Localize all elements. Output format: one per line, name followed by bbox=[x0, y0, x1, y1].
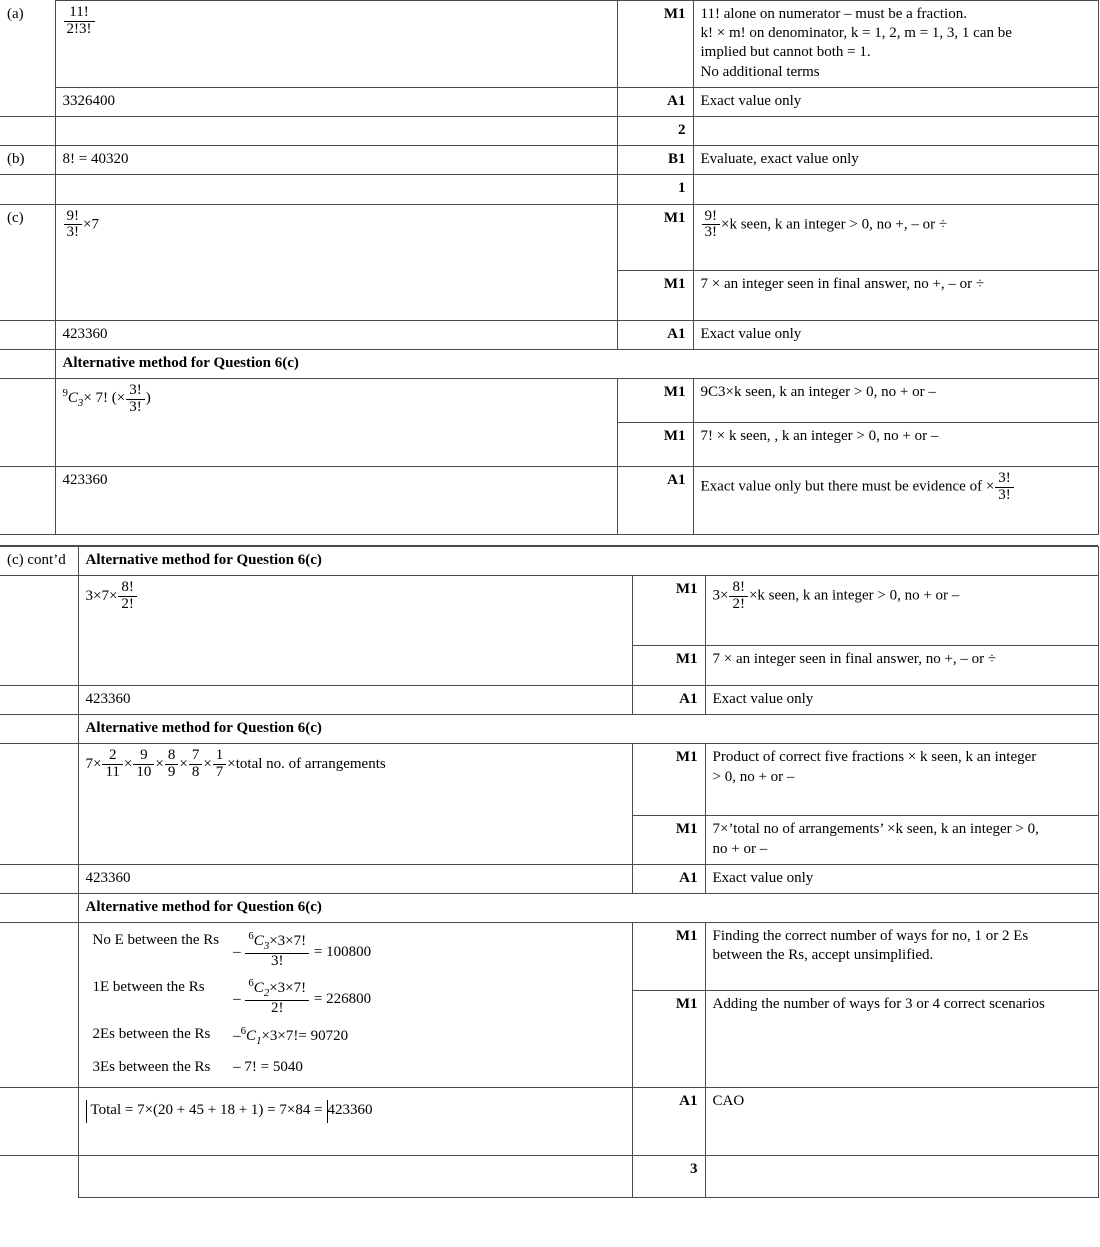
empty-label-cell bbox=[0, 175, 55, 204]
working-cell bbox=[78, 1156, 632, 1198]
fraction-3f-over-3f bbox=[126, 383, 145, 416]
table-row bbox=[0, 546, 1098, 575]
comment-line: No additional terms bbox=[700, 63, 820, 80]
subscript-index: 2 bbox=[263, 987, 270, 1000]
working-cell bbox=[55, 1, 617, 88]
comment-cell bbox=[693, 204, 1098, 270]
table-row bbox=[0, 576, 1098, 646]
comment-cell bbox=[705, 1156, 1098, 1198]
fraction-1-over-7 bbox=[213, 748, 227, 781]
combination-expression bbox=[62, 381, 151, 415]
comment-text: Exact value only but there must be evidence of × bbox=[700, 478, 995, 495]
list-item bbox=[86, 1021, 379, 1054]
comment-line: Product of correct five fractions × k seen, k an integer bbox=[712, 749, 1037, 766]
fraction-6c3x3x7f-over-3f bbox=[245, 931, 309, 969]
fraction-8f-over-2f bbox=[118, 580, 137, 613]
fraction-numerator: 3! bbox=[998, 469, 1011, 486]
mark-cell: M1 bbox=[632, 816, 705, 864]
comment-cell bbox=[705, 923, 1098, 991]
scenario-result: = 226800 bbox=[313, 991, 372, 1008]
scenario-label: 1E between the Rs bbox=[92, 979, 205, 996]
fraction-denominator: 3! bbox=[126, 399, 145, 416]
mark-cell: A1 bbox=[632, 686, 705, 715]
scenario-label: No E between the Rs bbox=[92, 932, 220, 949]
working-cell: 423360 bbox=[78, 686, 632, 715]
combination-letter: C bbox=[246, 1028, 257, 1045]
superscript-index: 6 bbox=[248, 930, 254, 943]
table-row bbox=[0, 204, 1098, 270]
comment-cell: Exact value only bbox=[705, 864, 1098, 893]
scenario-expression: – 7! = 5040 bbox=[233, 1059, 303, 1076]
empty-label-cell bbox=[0, 864, 78, 893]
comment-line: between the Rs, accept unsimplified. bbox=[712, 947, 934, 964]
part-total-mark: 1 bbox=[617, 175, 693, 204]
subscript-index: 1 bbox=[256, 1035, 262, 1048]
comment-line: 7×’total no of arrangements’ ×k seen, k an integer > 0, bbox=[712, 821, 1039, 838]
comment-cell bbox=[705, 576, 1098, 646]
combination-letter: C bbox=[67, 390, 78, 407]
fraction-denominator: 7 bbox=[213, 764, 227, 781]
part-total-mark: 2 bbox=[617, 116, 693, 145]
list-item bbox=[86, 927, 379, 974]
working-suffix: ×7 bbox=[83, 216, 99, 232]
comment-line: implied but cannot both = 1. bbox=[700, 44, 871, 61]
fraction-7-over-8 bbox=[189, 748, 203, 781]
comment-cell: Exact value only bbox=[705, 686, 1098, 715]
fraction-denominator: 10 bbox=[133, 764, 154, 781]
mark-cell: M1 bbox=[632, 646, 705, 686]
expression-prefix: 7× bbox=[85, 755, 102, 772]
comment-cell: CAO bbox=[705, 1088, 1098, 1156]
minus-sign: – bbox=[233, 1028, 241, 1045]
mark-cell: M1 bbox=[617, 422, 693, 466]
fraction-numerator: 8! bbox=[121, 579, 134, 596]
mark-cell: M1 bbox=[617, 270, 693, 320]
working-cell: 3326400 bbox=[55, 87, 617, 116]
combination-letter: C bbox=[253, 933, 264, 950]
comment-tail: ×k seen, k an integer > 0, no + or – bbox=[748, 587, 960, 604]
empty-label-cell bbox=[0, 686, 78, 715]
part-label-c-contd: (c) cont’d bbox=[0, 546, 78, 575]
table-row bbox=[0, 715, 1098, 744]
mark-cell: M1 bbox=[632, 991, 705, 1088]
question-total-mark: 3 bbox=[632, 1156, 705, 1198]
comment-cell bbox=[693, 116, 1098, 145]
fraction-numerator: 9! bbox=[704, 207, 717, 224]
subscript-index: 3 bbox=[77, 397, 84, 410]
scenario-expression bbox=[226, 974, 378, 1021]
superscript-index: 6 bbox=[248, 977, 254, 990]
numerator-tail: ×3×7! bbox=[269, 980, 307, 997]
comment-cell bbox=[705, 744, 1098, 816]
table-row bbox=[0, 349, 1098, 378]
fraction-denominator: 11 bbox=[102, 764, 122, 781]
fraction-numerator: 1 bbox=[215, 747, 224, 764]
mark-scheme-table-part-abc bbox=[0, 0, 1099, 535]
numerator-tail: ×3×7! bbox=[269, 933, 307, 950]
fraction-numerator bbox=[245, 931, 309, 952]
comment-cell bbox=[693, 466, 1098, 534]
table-row bbox=[0, 1, 1098, 88]
comment-line: Finding the correct number of ways for no, 1 or 2 Es bbox=[712, 928, 1029, 945]
working-cell: 423360 bbox=[78, 864, 632, 893]
part-label-c: (c) bbox=[0, 204, 55, 320]
superscript-index: 6 bbox=[240, 1025, 247, 1038]
empty-label-cell bbox=[0, 894, 78, 923]
part-label-a: (a) bbox=[0, 1, 55, 117]
list-item bbox=[86, 1054, 379, 1082]
mark-cell: M1 bbox=[617, 1, 693, 88]
empty-label-cell bbox=[0, 744, 78, 864]
minus-sign: – bbox=[233, 991, 241, 1008]
fraction-product-expression: 7× $\frac{2}{11}$ × $\frac{9}{10}$ × $\frac{8}{9}$ × $\frac{7}{8}$ × $\frac{1}{7}$ ×total no. of arrangements bbox=[85, 747, 386, 781]
fraction-numerator: 9 bbox=[140, 747, 148, 764]
alternative-method-header: Alternative method for Question 6(c) bbox=[78, 546, 1098, 575]
total-expression-bracket: Total = 7×(20 + 45 + 18 + 1) = 7×84 = bbox=[86, 1100, 328, 1122]
empty-label-cell bbox=[0, 116, 55, 145]
expression-suffix: ×total no. of arrangements bbox=[227, 755, 386, 772]
mark-cell: B1 bbox=[617, 146, 693, 175]
fraction-denominator: 3! bbox=[995, 487, 1014, 504]
mark-cell: M1 bbox=[617, 204, 693, 270]
mark-cell: M1 bbox=[632, 744, 705, 816]
comment-cell: Exact value only bbox=[693, 320, 1098, 349]
table-row bbox=[0, 1088, 1098, 1156]
mark-cell: A1 bbox=[632, 864, 705, 893]
empty-label-cell bbox=[0, 378, 55, 466]
table-row bbox=[0, 1156, 1098, 1198]
subscript-index: 3 bbox=[263, 940, 270, 953]
working-cell: 423360 bbox=[55, 466, 617, 534]
comment-cell bbox=[693, 175, 1098, 204]
comment-cell bbox=[693, 1, 1098, 88]
scenario-expression bbox=[226, 1021, 378, 1054]
empty-label-cell bbox=[0, 349, 55, 378]
fraction-denominator: 2!3! bbox=[64, 21, 95, 38]
table-row bbox=[0, 175, 1098, 204]
fraction-denominator: 2! bbox=[118, 596, 137, 613]
scenarios-cell bbox=[78, 923, 632, 1088]
comment-line: k! × m! on denominator, k = 1, 2, m = 1, 3, 1 can be bbox=[700, 25, 1012, 42]
empty-label-cell bbox=[0, 923, 78, 1088]
expression-prefix: 3×7× bbox=[85, 587, 118, 604]
working-cell bbox=[55, 116, 617, 145]
fraction-2-over-11 bbox=[102, 748, 122, 781]
fraction-numerator: 8! bbox=[732, 579, 745, 596]
combination-letter: C bbox=[253, 980, 264, 997]
scenario-label: 2Es between the Rs bbox=[92, 1026, 211, 1043]
comment-prefix: 3× bbox=[712, 587, 729, 604]
part-label-b: (b) bbox=[0, 146, 55, 175]
comment-line: no + or – bbox=[712, 840, 768, 857]
fraction-11-over-2f3f bbox=[64, 5, 95, 38]
table-row bbox=[0, 116, 1098, 145]
expression-3x7x8f-over-2f bbox=[85, 579, 138, 612]
table-row bbox=[0, 894, 1098, 923]
fraction-denominator: 3! bbox=[245, 953, 309, 970]
fraction-8-over-9 bbox=[165, 748, 179, 781]
table-row bbox=[0, 744, 1098, 816]
table-row bbox=[0, 466, 1098, 534]
scenario-list bbox=[86, 927, 379, 1082]
fraction-denominator: 9 bbox=[165, 764, 179, 781]
mark-cell: M1 bbox=[632, 923, 705, 991]
working-cell bbox=[78, 576, 632, 686]
mark-cell: M1 bbox=[632, 576, 705, 646]
list-item bbox=[86, 974, 379, 1021]
superscript-index: 9 bbox=[62, 387, 68, 400]
comment-cell: 9C3×k seen, k an integer > 0, no + or – bbox=[693, 378, 1098, 422]
mark-cell: A1 bbox=[632, 1088, 705, 1156]
alternative-method-header: Alternative method for Question 6(c) bbox=[78, 715, 1098, 744]
fraction-9f-over-3f bbox=[64, 209, 83, 242]
fraction-6c2x3x7f-over-2f bbox=[245, 978, 309, 1016]
table-row bbox=[0, 146, 1098, 175]
comment-line: > 0, no + or – bbox=[712, 768, 795, 785]
fraction-9-over-10 bbox=[133, 748, 154, 781]
fraction-denominator: 2! bbox=[245, 1000, 309, 1017]
comment-cell: Adding the number of ways for 3 or 4 correct scenarios bbox=[705, 991, 1098, 1088]
table-row bbox=[0, 87, 1098, 116]
scenario-result: = 100800 bbox=[313, 944, 372, 961]
fraction-8f-over-2f bbox=[729, 580, 748, 613]
mark-cell: A1 bbox=[617, 466, 693, 534]
working-cell: 8! = 40320 bbox=[55, 146, 617, 175]
table-row bbox=[0, 686, 1098, 715]
scenario-expression bbox=[226, 927, 378, 974]
comment-line: 11! alone on numerator – must be a fraction. bbox=[700, 6, 967, 22]
fraction-denominator: 3! bbox=[64, 224, 83, 241]
comment-cell: 7! × k seen, , k an integer > 0, no + or – bbox=[693, 422, 1098, 466]
comment-cell: Exact value only bbox=[693, 87, 1098, 116]
mark-cell: M1 bbox=[617, 378, 693, 422]
fraction-9f-over-3f bbox=[702, 209, 721, 242]
fraction-denominator: 8 bbox=[189, 764, 203, 781]
empty-label-cell bbox=[0, 715, 78, 744]
total-working-cell bbox=[78, 1088, 632, 1156]
alternative-method-header: Alternative method for Question 6(c) bbox=[78, 894, 1098, 923]
empty-label-cell bbox=[0, 320, 55, 349]
mark-cell: A1 bbox=[617, 87, 693, 116]
fraction-3f-over-3f bbox=[995, 471, 1014, 504]
table-row bbox=[0, 378, 1098, 422]
comment-cell bbox=[705, 816, 1098, 864]
mark-scheme-table-part-c-contd bbox=[0, 546, 1099, 1198]
fraction-denominator: 3! bbox=[702, 224, 721, 241]
comment-text: ×k seen, k an integer > 0, no +, – or ÷ bbox=[721, 216, 948, 232]
fraction-numerator: 11! bbox=[69, 4, 89, 20]
table-row bbox=[0, 320, 1098, 349]
working-cell bbox=[55, 204, 617, 320]
mark-cell: A1 bbox=[617, 320, 693, 349]
comment-cell: Evaluate, exact value only bbox=[693, 146, 1098, 175]
working-cell: 423360 bbox=[55, 320, 617, 349]
fraction-numerator bbox=[245, 978, 309, 999]
scenario-label: 3Es between the Rs bbox=[92, 1059, 211, 1076]
table-row bbox=[0, 864, 1098, 893]
comment-cell: 7 × an integer seen in final answer, no +, – or ÷ bbox=[705, 646, 1098, 686]
fraction-numerator: 7 bbox=[191, 747, 200, 764]
fraction-numerator: 3! bbox=[129, 381, 142, 398]
fraction-numerator: 9! bbox=[66, 207, 79, 224]
empty-label-cell bbox=[0, 1156, 78, 1198]
empty-label-cell bbox=[0, 576, 78, 686]
fraction-denominator: 2! bbox=[729, 596, 748, 613]
table-separator bbox=[0, 535, 1098, 546]
fraction-numerator: 2 bbox=[108, 747, 117, 764]
total-answer: 423360 bbox=[327, 1102, 373, 1119]
working-cell bbox=[55, 378, 617, 466]
empty-label-cell bbox=[0, 466, 55, 534]
scenario-result: ×3×7!= 90720 bbox=[261, 1028, 349, 1045]
empty-label-cell bbox=[0, 1088, 78, 1156]
working-cell bbox=[78, 744, 632, 864]
table-row bbox=[0, 923, 1098, 991]
minus-sign: – bbox=[233, 944, 241, 961]
expression-close-paren: ) bbox=[145, 390, 151, 407]
comment-cell: 7 × an integer seen in final answer, no +, – or ÷ bbox=[693, 270, 1098, 320]
expression-middle: × 7! (× bbox=[83, 390, 126, 407]
fraction-numerator: 8 bbox=[167, 747, 176, 764]
working-cell bbox=[55, 175, 617, 204]
alternative-method-header: Alternative method for Question 6(c) bbox=[55, 349, 1098, 378]
